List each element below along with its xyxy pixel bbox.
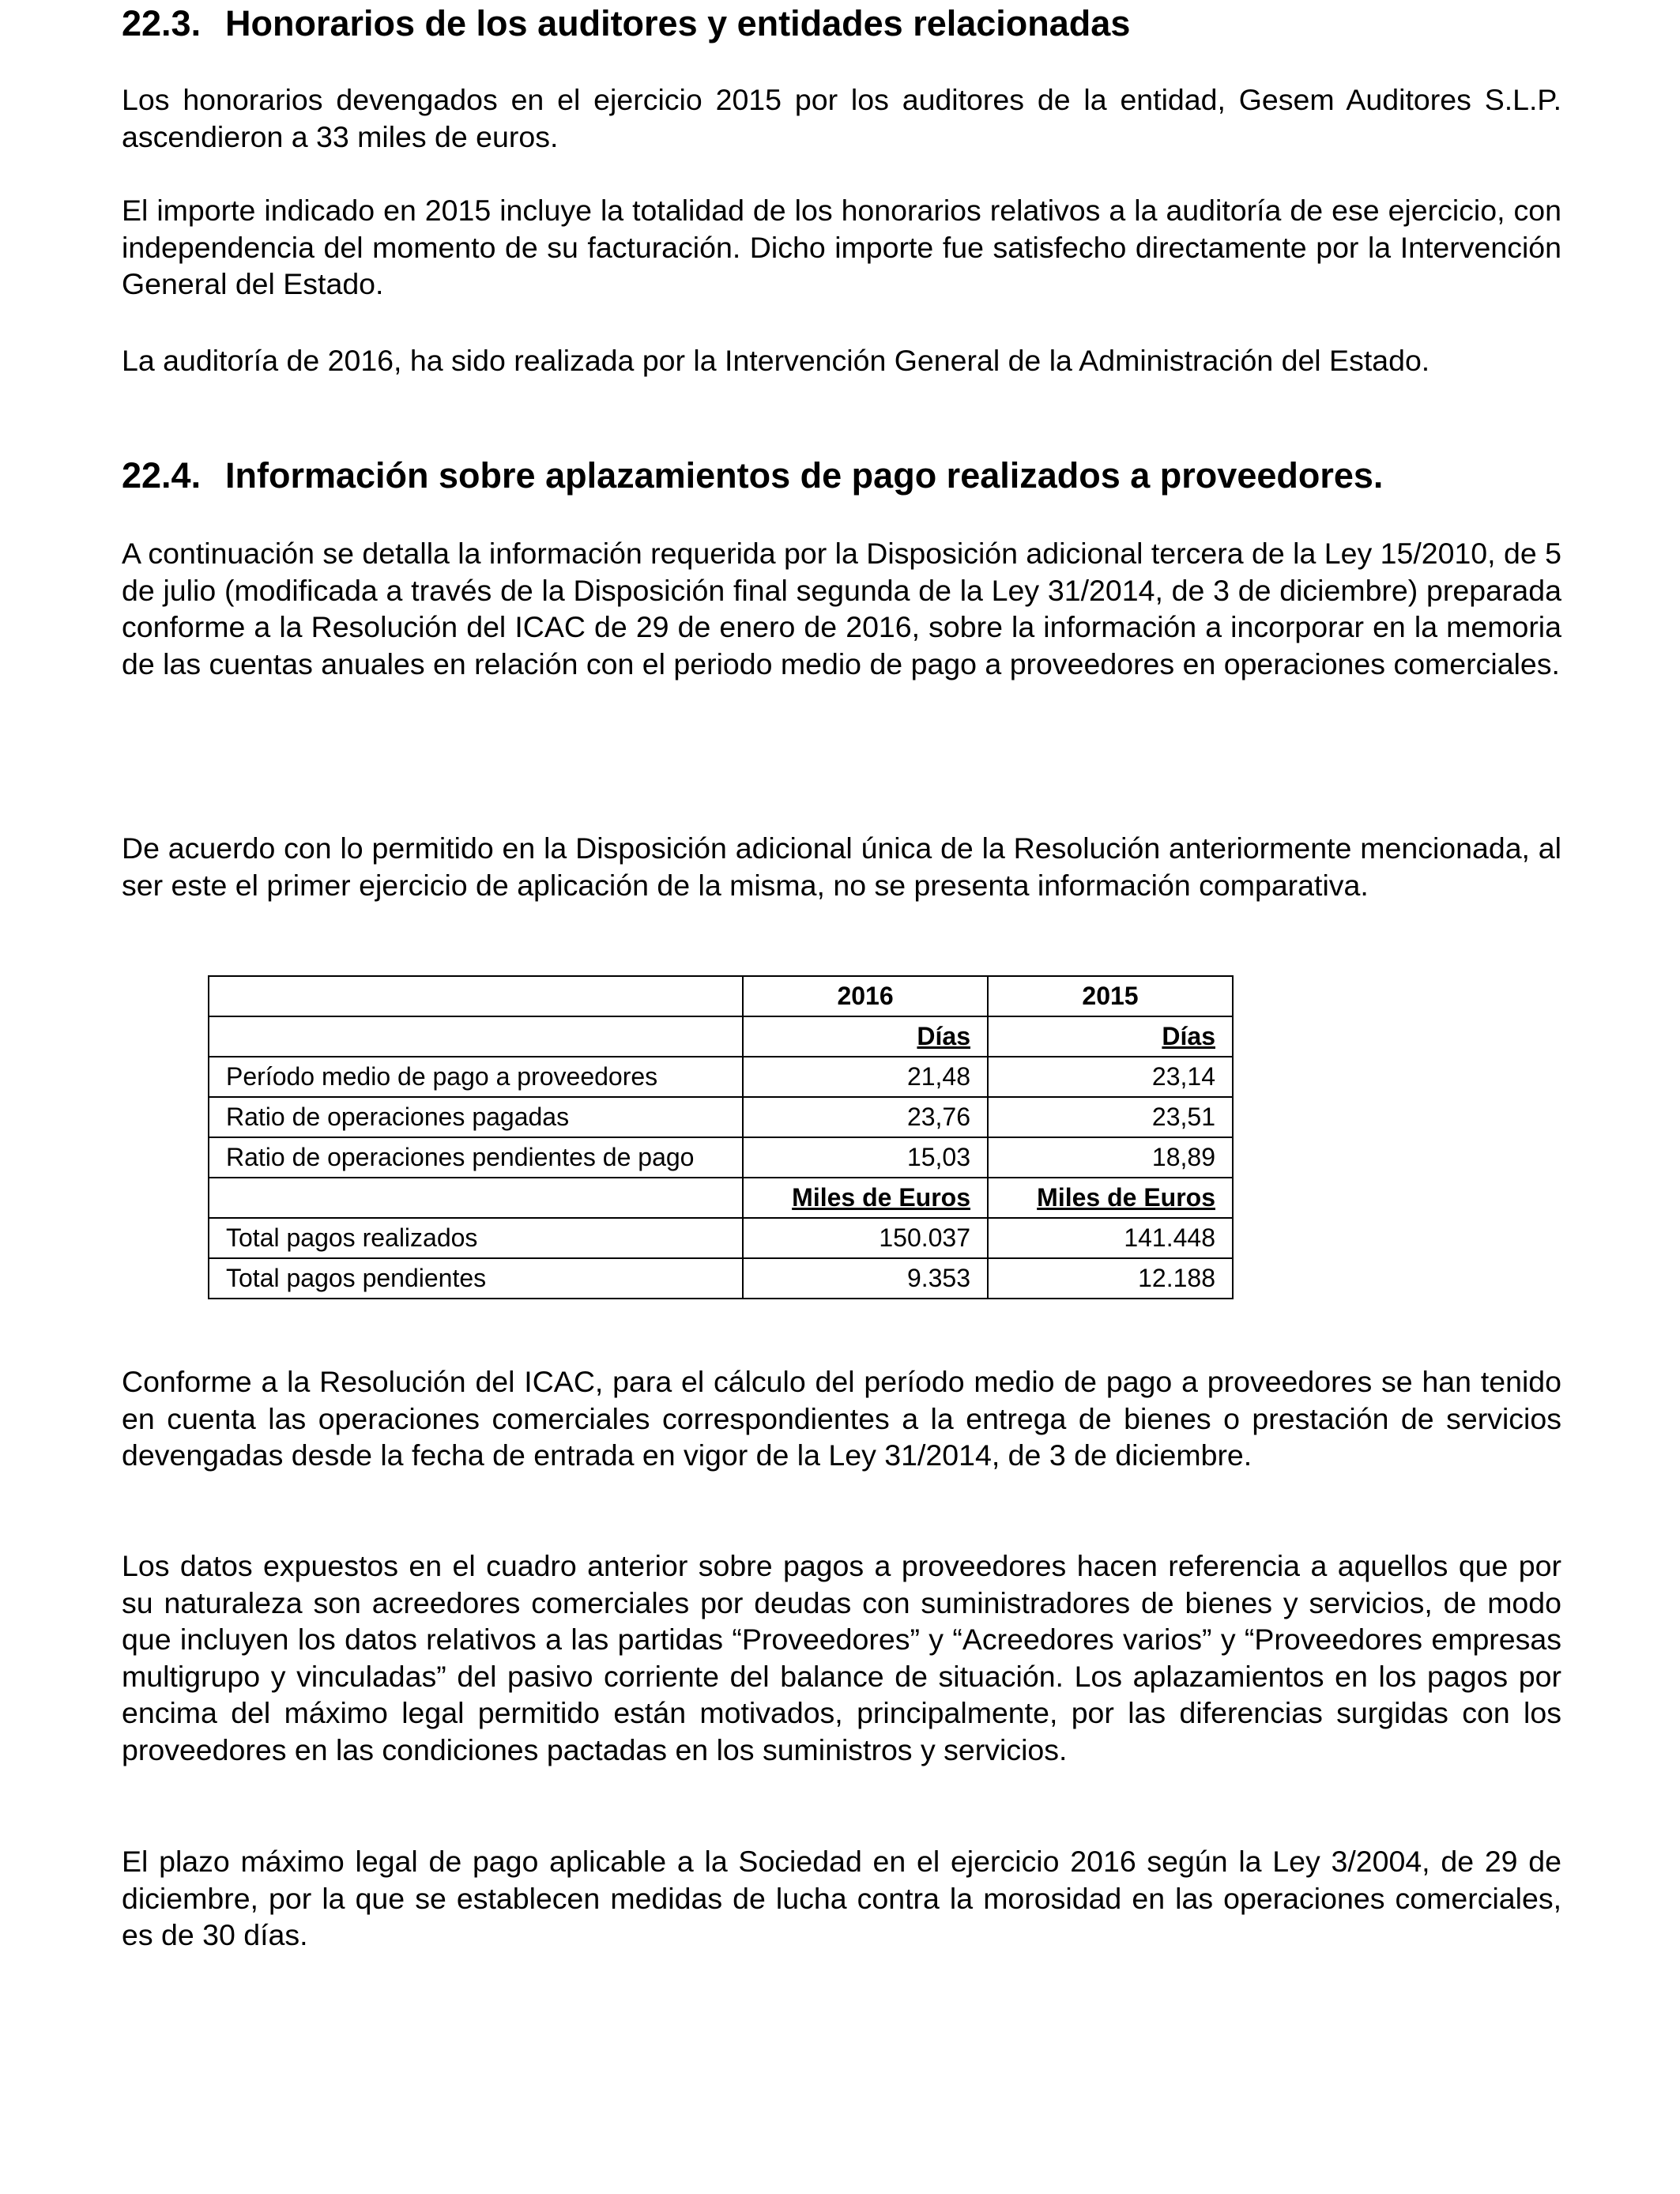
section-number: 22.4.: [122, 455, 202, 496]
table-row: [209, 1057, 1233, 1097]
section-22-3-heading: [122, 2, 1130, 46]
value-2015: 23,14: [988, 1057, 1233, 1097]
column-header-year: 2016: [743, 976, 988, 1016]
table-unit-row: [209, 1016, 1233, 1057]
row-label: Ratio de operaciones pendientes de pago: [209, 1137, 743, 1178]
table-row: [209, 1258, 1233, 1299]
payment-deferral-table: [208, 975, 1234, 1299]
unit-label: Miles de Euros: [743, 1178, 988, 1218]
table-cell-empty: [209, 1178, 743, 1218]
section-number: 22.3.: [122, 3, 202, 43]
value-2016: 23,76: [743, 1097, 988, 1137]
value-2016: 21,48: [743, 1057, 988, 1097]
paragraph-comparative-note: De acuerdo con lo permitido en la Disposición adicional única de la Resolución anteriormente mencionada, al ser este el primer ejercicio de aplicación de la misma, no se presenta información comparativa.: [122, 831, 1561, 902]
paragraph-calculation-basis: Conforme a la Resolución del ICAC, para el cálculo del período medio de pago a proveedores se han tenido en cuenta las operaciones comerciales correspondientes a la entrega de bienes o prestación de servicios devengadas desde la fecha de entrada en vigor de la Ley 31/2014, de 3 de diciembre.: [122, 1365, 1561, 1472]
row-label: Total pagos realizados: [209, 1218, 743, 1258]
value-2015: 141.448: [988, 1218, 1233, 1258]
table-row: [209, 1137, 1233, 1178]
paragraph-intro: A continuación se detalla la información requerida por la Disposición adicional tercera de la Ley 15/2010, de 5 de julio (modificada a través de la Disposición final segunda de la Ley 31/2014, de 3 de diciembre) preparada conforme a la Resolución del ICAC de 29 de enero de 2016, sobre la información a incorporar en la memoria de las cuentas anuales en relación con el periodo medio de pago a proveedores en operaciones comerciales.: [122, 537, 1561, 680]
paragraph-audit-2016: La auditoría de 2016, ha sido realizada por la Intervención General de la Administración del Estado.: [122, 344, 1430, 377]
unit-label: Miles de Euros: [988, 1178, 1233, 1218]
column-header-year: 2015: [988, 976, 1233, 1016]
value-2015: 23,51: [988, 1097, 1233, 1137]
table-cell-empty: [209, 1016, 743, 1057]
table-row: [209, 1218, 1233, 1258]
row-label: Período medio de pago a proveedores: [209, 1057, 743, 1097]
table-row: [209, 1097, 1233, 1137]
table-unit-row: [209, 1178, 1233, 1218]
value-2015: 12.188: [988, 1258, 1233, 1299]
paragraph-data-scope: Los datos expuestos en el cuadro anterior sobre pagos a proveedores hacen referencia a aquellos que por su naturaleza son acreedores comerciales por deudas con suministradores de bienes y servicios, de modo que incluyen los datos relativos a las partidas “Proveedores” y “Acreedores varios” y “Proveedores empresas multigrupo y vinculadas” del pasivo corriente del balance de situación. Los aplazamientos en los pagos por encima del máximo legal permitido están motivados, principalmente, por las diferencias surgidas con los proveedores en las condiciones pactadas en los suministros y servicios.: [122, 1549, 1561, 1766]
section-22-4-heading: [122, 454, 1383, 498]
paragraph-auditor-fees: Los honorarios devengados en el ejercicio 2015 por los auditores de la entidad, Gesem Auditores S.L.P. ascendieron a 33 miles de euros.: [122, 83, 1561, 153]
unit-label: Días: [988, 1016, 1233, 1057]
value-2016: 9.353: [743, 1258, 988, 1299]
unit-label: Días: [743, 1016, 988, 1057]
section-title: Honorarios de los auditores y entidades relacionadas: [225, 3, 1131, 43]
row-label: Ratio de operaciones pagadas: [209, 1097, 743, 1137]
paragraph-legal-term: El plazo máximo legal de pago aplicable a la Sociedad en el ejercicio 2016 según la Ley 3/2004, de 29 de diciembre, por la que se establecen medidas de lucha contra la morosidad en las operaciones comerciales, es de 30 días.: [122, 1845, 1561, 1951]
value-2015: 18,89: [988, 1137, 1233, 1178]
value-2016: 150.037: [743, 1218, 988, 1258]
table-header-row: [209, 976, 1233, 1016]
table-cell-empty: [209, 976, 743, 1016]
row-label: Total pagos pendientes: [209, 1258, 743, 1299]
section-title: Información sobre aplazamientos de pago realizados a proveedores.: [225, 455, 1384, 496]
value-2016: 15,03: [743, 1137, 988, 1178]
paragraph-fee-scope: El importe indicado en 2015 incluye la totalidad de los honorarios relativos a la auditoría de ese ejercicio, con independencia del momento de su facturación. Dicho importe fue satisfecho directamente por la Intervención General del Estado.: [122, 194, 1561, 300]
